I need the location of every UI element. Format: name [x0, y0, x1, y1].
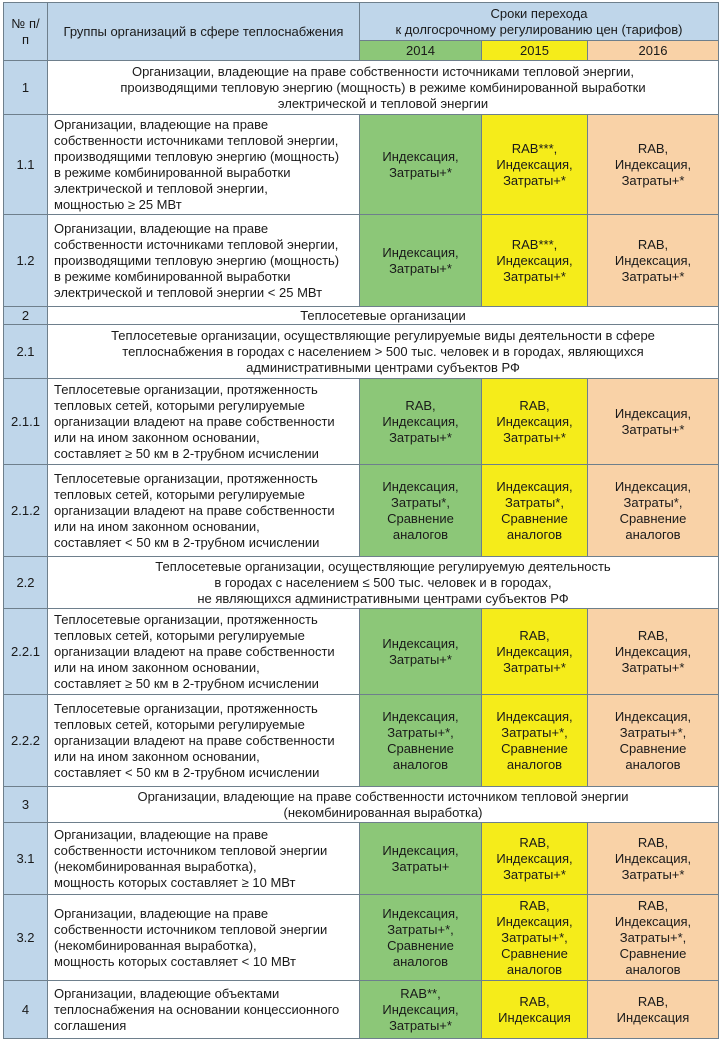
year-2016-header: 2016	[588, 41, 719, 61]
organization-description: Теплосетевые организации, протяженность тепловых сетей, которыми регулируемые организации владеют на праве собственности или на ином законном основании, составляет < 50 км в 2-трубном исчислении	[48, 465, 360, 557]
method-2014-cell: Индексация, Затраты+*	[360, 115, 482, 215]
section-row	[4, 557, 719, 609]
method-2016-cell: Индексация, Затраты*, Сравнение аналогов	[588, 465, 719, 557]
organization-description: Организации, владеющие объектами теплоснабжения на основании концессионного соглашения	[48, 981, 360, 1039]
method-2014-cell: Индексация, Затраты+*, Сравнение аналогов	[360, 695, 482, 787]
organization-description: Организации, владеющие на праве собственности источниками тепловой энергии, производящими тепловую энергию (мощность) в режиме комбинированной выработки электрической и тепловой энергии < 25 МВт	[48, 215, 360, 307]
organization-description: Организации, владеющие на праве собственности источниками тепловой энергии, производящими тепловую энергию (мощность) в режиме комбинированной выработки электрической и тепловой энергии, мощностью ≥ 25 МВт	[48, 115, 360, 215]
table-row	[4, 609, 719, 695]
row-number: 3	[4, 787, 48, 823]
table-body	[4, 61, 719, 1039]
row-number: 2.1.2	[4, 465, 48, 557]
deadline-header: Сроки перехода к долгосрочному регулированию цен (тарифов)	[360, 3, 719, 41]
groups-column-header: Группы организаций в сфере теплоснабжения	[48, 3, 360, 61]
year-2015-header: 2015	[482, 41, 588, 61]
section-row	[4, 325, 719, 379]
row-number: 1.2	[4, 215, 48, 307]
section-title: Организации, владеющие на праве собственности источником тепловой энергии (некомбинированная выработка)	[48, 787, 719, 823]
section-title: Теплосетевые организации, осуществляющие регулируемую деятельность в городах с населением ≤ 500 тыс. человек и в городах, не являющихся административными центрами субъектов РФ	[48, 557, 719, 609]
table-row	[4, 465, 719, 557]
row-number: 2	[4, 307, 48, 325]
method-2014-cell: Индексация, Затраты+	[360, 823, 482, 895]
method-2016-cell: RAB, Индексация	[588, 981, 719, 1039]
method-2015-cell: RAB***, Индексация, Затраты+*	[482, 115, 588, 215]
year-2014-header: 2014	[360, 41, 482, 61]
organization-description: Организации, владеющие на праве собственности источником тепловой энергии (некомбинированная выработка), мощность которых составляет < 10 МВт	[48, 895, 360, 981]
method-2015-cell: RAB, Индексация, Затраты+*	[482, 823, 588, 895]
section-row	[4, 307, 719, 325]
table-row	[4, 215, 719, 307]
row-number: 2.1.1	[4, 379, 48, 465]
method-2016-cell: RAB, Индексация, Затраты+*	[588, 609, 719, 695]
method-2015-cell: RAB, Индексация, Затраты+*	[482, 379, 588, 465]
table-row	[4, 695, 719, 787]
table-row	[4, 823, 719, 895]
method-2015-cell: Индексация, Затраты+*, Сравнение аналогов	[482, 695, 588, 787]
row-number: 2.2.2	[4, 695, 48, 787]
method-2015-cell: RAB, Индексация, Затраты+*	[482, 609, 588, 695]
num-column-header: № п/п	[4, 3, 48, 61]
organization-description: Теплосетевые организации, протяженность тепловых сетей, которыми регулируемые организации владеют на праве собственности или на ином законном основании, составляет < 50 км в 2-трубном исчислении	[48, 695, 360, 787]
method-2016-cell: Индексация, Затраты+*	[588, 379, 719, 465]
method-2014-cell: Индексация, Затраты+*, Сравнение аналогов	[360, 895, 482, 981]
method-2015-cell: RAB, Индексация	[482, 981, 588, 1039]
method-2016-cell: RAB, Индексация, Затраты+*, Сравнение аналогов	[588, 895, 719, 981]
table-row	[4, 981, 719, 1039]
tariff-transition-table	[3, 2, 719, 1039]
section-title: Теплосетевые организации	[48, 307, 719, 325]
table-row	[4, 379, 719, 465]
method-2015-cell: Индексация, Затраты*, Сравнение аналогов	[482, 465, 588, 557]
method-2014-cell: RAB**, Индексация, Затраты+*	[360, 981, 482, 1039]
section-title: Организации, владеющие на праве собственности источниками тепловой энергии, производящими тепловую энергию (мощность) в режиме комбинированной выработки электрической и тепловой энергии	[48, 61, 719, 115]
section-row	[4, 61, 719, 115]
method-2015-cell: RAB, Индексация, Затраты+*, Сравнение аналогов	[482, 895, 588, 981]
table-row	[4, 115, 719, 215]
row-number: 1.1	[4, 115, 48, 215]
method-2015-cell: RAB***, Индексация, Затраты+*	[482, 215, 588, 307]
method-2014-cell: Индексация, Затраты+*	[360, 215, 482, 307]
method-2014-cell: Индексация, Затраты+*	[360, 609, 482, 695]
section-row	[4, 787, 719, 823]
row-number: 3.2	[4, 895, 48, 981]
table-row	[4, 895, 719, 981]
row-number: 1	[4, 61, 48, 115]
organization-description: Организации, владеющие на праве собственности источником тепловой энергии (некомбинированная выработка), мощность которых составляет ≥ 10 МВт	[48, 823, 360, 895]
method-2014-cell: Индексация, Затраты*, Сравнение аналогов	[360, 465, 482, 557]
method-2016-cell: RAB, Индексация, Затраты+*	[588, 823, 719, 895]
method-2016-cell: RAB, Индексация, Затраты+*	[588, 115, 719, 215]
method-2014-cell: RAB, Индексация, Затраты+*	[360, 379, 482, 465]
row-number: 3.1	[4, 823, 48, 895]
row-number: 2.1	[4, 325, 48, 379]
method-2016-cell: Индексация, Затраты+*, Сравнение аналогов	[588, 695, 719, 787]
organization-description: Теплосетевые организации, протяженность тепловых сетей, которыми регулируемые организации владеют на праве собственности или на ином законном основании, составляет ≥ 50 км в 2-трубном исчислении	[48, 609, 360, 695]
method-2016-cell: RAB, Индексация, Затраты+*	[588, 215, 719, 307]
section-title: Теплосетевые организации, осуществляющие регулируемые виды деятельности в сфере теплоснабжения в городах с населением > 500 тыс. человек и в городах, являющихся административными центрами субъектов РФ	[48, 325, 719, 379]
organization-description: Теплосетевые организации, протяженность тепловых сетей, которыми регулируемые организации владеют на праве собственности или на ином законном основании, составляет ≥ 50 км в 2-трубном исчислении	[48, 379, 360, 465]
row-number: 2.2.1	[4, 609, 48, 695]
row-number: 4	[4, 981, 48, 1039]
row-number: 2.2	[4, 557, 48, 609]
